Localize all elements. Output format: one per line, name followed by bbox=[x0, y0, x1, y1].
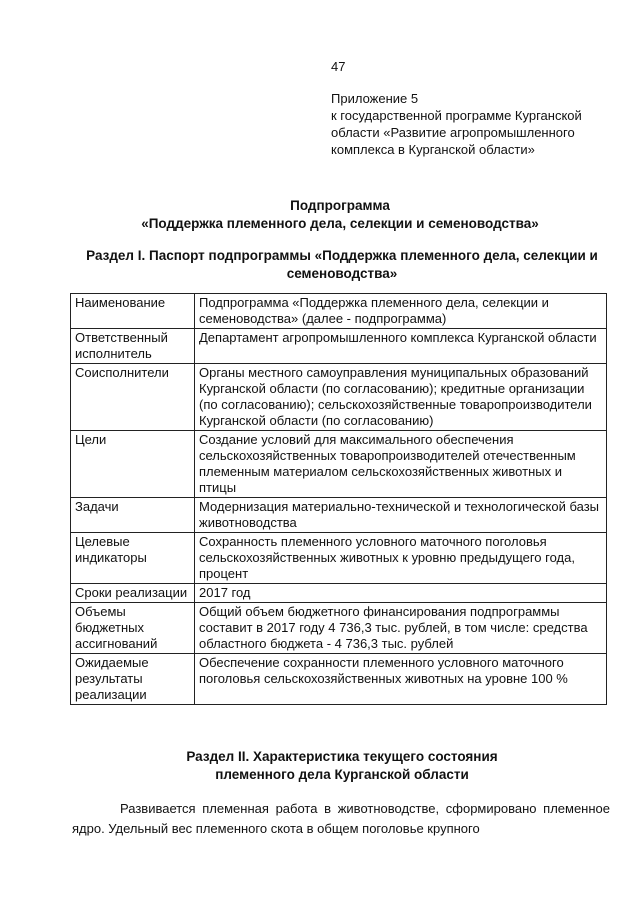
row-label: Цели bbox=[71, 431, 195, 498]
row-label: Соисполнители bbox=[71, 364, 195, 431]
subprogram-title-line2: «Поддержка племенного дела, селекции и семеноводства» bbox=[141, 216, 539, 231]
row-label: Наименование bbox=[71, 294, 195, 329]
row-value: 2017 год bbox=[195, 584, 607, 603]
section2-title-line2: племенного дела Курганской области bbox=[215, 767, 469, 782]
row-label: Сроки реализации bbox=[71, 584, 195, 603]
row-label: Ответственный исполнитель bbox=[71, 329, 195, 364]
table-row bbox=[71, 498, 607, 533]
row-value: Департамент агропромышленного комплекса Курганской области bbox=[195, 329, 607, 364]
table-row bbox=[71, 329, 607, 364]
row-label: Объемы бюджетных ассигнований bbox=[71, 603, 195, 654]
section2-title bbox=[100, 748, 584, 784]
row-label: Целевые индикаторы bbox=[71, 533, 195, 584]
section1-title: Раздел I. Паспорт подпрограммы «Поддержка племенного дела, селекции и семеноводства» bbox=[86, 248, 598, 281]
appendix-header bbox=[331, 90, 616, 158]
table-row bbox=[71, 364, 607, 431]
table-row bbox=[71, 294, 607, 329]
row-label: Задачи bbox=[71, 498, 195, 533]
table-row bbox=[71, 431, 607, 498]
table-row bbox=[71, 654, 607, 705]
row-value: Модернизация материально-технической и технологической базы животноводства bbox=[195, 498, 607, 533]
row-value: Создание условий для максимального обеспечения сельскохозяйственных товаропроизводителей отечественным племенным материалом сельскохозяйственных животных и птицы bbox=[195, 431, 607, 498]
row-value: Общий объем бюджетного финансирования подпрограммы составит в 2017 году 4 736,3 тыс. рублей, в том числе: средства областного бюджета - 4 736,3 тыс. рублей bbox=[195, 603, 607, 654]
appendix-line: Приложение 5 bbox=[331, 91, 419, 106]
page-number: 47 bbox=[331, 59, 346, 74]
body-paragraph: Развивается племенная работа в животноводстве, сформировано племенное ядро. Удельный вес племенного скота в общем поголовье крупного bbox=[72, 801, 610, 836]
table-row bbox=[71, 603, 607, 654]
row-value: Органы местного самоуправления муниципальных образований Курганской области (по согласованию); кредитные организации (по согласованию); сельскохозяйственные товаропроизводители Курганской области (по согласованию) bbox=[195, 364, 607, 431]
row-label: Ожидаемые результаты реализации bbox=[71, 654, 195, 705]
passport-table bbox=[70, 293, 607, 705]
appendix-line: области «Развитие агропромышленного bbox=[331, 125, 575, 140]
section2-title-line1: Раздел II. Характеристика текущего состояния bbox=[186, 749, 498, 764]
row-value: Обеспечение сохранности племенного условного маточного поголовья сельскохозяйственных животных на уровне 100 % bbox=[195, 654, 607, 705]
appendix-line: комплекса в Курганской области» bbox=[331, 142, 535, 157]
subprogram-title-line1: Подпрограмма bbox=[290, 198, 390, 213]
row-value: Подпрограмма «Поддержка племенного дела, селекции и семеноводства» (далее - подпрограмма) bbox=[195, 294, 607, 329]
subprogram-title bbox=[60, 197, 620, 233]
table-row bbox=[71, 533, 607, 584]
appendix-line: к государственной программе Курганской bbox=[331, 108, 582, 123]
row-value: Сохранность племенного условного маточного поголовья сельскохозяйственных животных к уровню предыдущего года, процент bbox=[195, 533, 607, 584]
table-row bbox=[71, 584, 607, 603]
